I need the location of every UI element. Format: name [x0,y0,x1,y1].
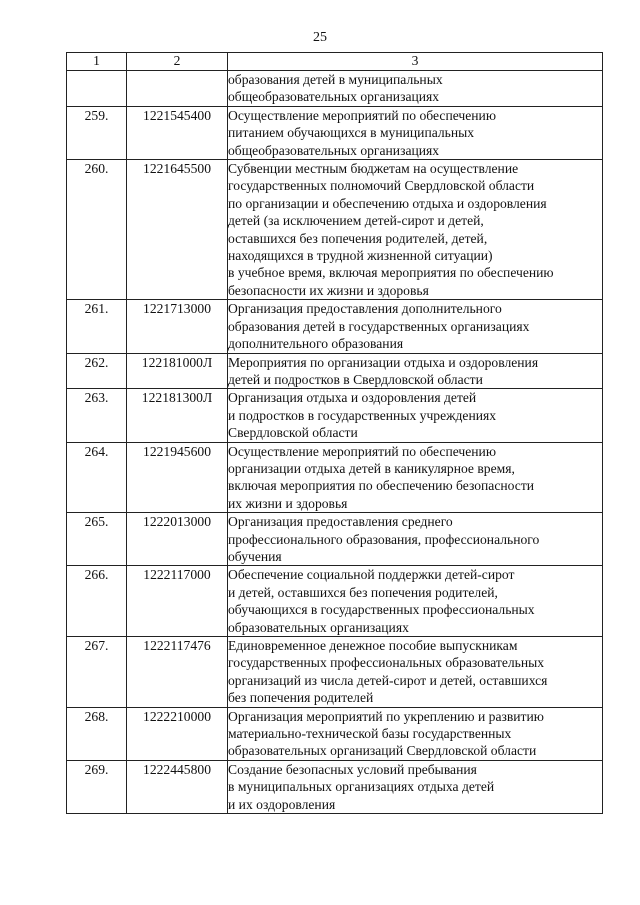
classification-code: 1221545400 [127,106,228,159]
description-line: и детей, оставшихся без попечения родителей, [228,584,498,600]
table-row [67,71,603,107]
table-row [67,566,603,637]
description-line: Организация предоставления дополнительного [228,301,502,317]
classification-code: 1221645500 [127,160,228,300]
expense-description [228,637,603,708]
description-line: Осуществление мероприятий по обеспечению [228,443,496,459]
table-row [67,760,603,813]
classification-code [127,71,228,107]
expense-description [228,300,603,353]
table-row [67,300,603,353]
table-row [67,160,603,300]
description-line: и подростков в государственных учреждениях [228,407,497,423]
row-number: 260. [67,160,127,300]
budget-classification-table [66,52,603,814]
expense-description [228,71,603,107]
description-line: образовательных организаций Свердловской области [228,743,537,759]
row-number: 263. [67,389,127,442]
description-line: без попечения родителей [228,690,374,706]
description-line: образовательных организациях [228,619,409,635]
column-header-code: 2 [127,53,228,71]
description-line: по организации и обеспечению отдыха и оздоровления [228,195,547,211]
classification-code: 1222210000 [127,707,228,760]
description-line: и их оздоровления [228,796,336,812]
description-line: оставшихся без попечения родителей, детей, [228,230,488,246]
description-line: их жизни и здоровья [228,495,348,511]
description-line: государственных полномочий Свердловской области [228,178,535,194]
table-row [67,353,603,389]
description-line: детей (за исключением детей-сирот и детей, [228,213,484,229]
classification-code: 122181000Л [127,353,228,389]
row-number: 266. [67,566,127,637]
description-line: профессионального образования, профессионального [228,531,540,547]
table-header-row [67,53,603,71]
description-line: Субвенции местным бюджетам на осуществление [228,161,519,177]
description-line: Осуществление мероприятий по обеспечению [228,107,496,123]
table-body [67,71,603,814]
classification-code: 1222117476 [127,637,228,708]
description-line: Организация отдыха и оздоровления детей [228,390,477,406]
expense-description [228,707,603,760]
row-number: 259. [67,106,127,159]
classification-code: 1221713000 [127,300,228,353]
description-line: организаций из числа детей-сирот и детей, оставшихся [228,672,548,688]
column-header-number: 1 [67,53,127,71]
classification-code: 1222117000 [127,566,228,637]
expense-description [228,389,603,442]
table-row [67,637,603,708]
row-number: 264. [67,442,127,513]
row-number: 268. [67,707,127,760]
description-line: Создание безопасных условий пребывания [228,761,477,777]
expense-description [228,513,603,566]
description-line: детей и подростков в Свердловской области [228,371,483,387]
description-line: включая мероприятия по обеспечению безопасности [228,478,535,494]
classification-code: 1221945600 [127,442,228,513]
row-number [67,71,127,107]
table-row [67,106,603,159]
row-number: 261. [67,300,127,353]
table-row [67,389,603,442]
description-line: общеобразовательных организациях [228,89,440,105]
classification-code: 122181300Л [127,389,228,442]
page-number: 25 [313,30,327,45]
description-line: обучающихся в государственных профессиональных [228,602,535,618]
classification-code: 1222445800 [127,760,228,813]
description-line: общеобразовательных организациях [228,142,440,158]
expense-description [228,353,603,389]
description-line: образования детей в государственных организациях [228,318,530,334]
description-line: организации отдыха детей в каникулярное время, [228,460,515,476]
row-number: 267. [67,637,127,708]
description-line: обучения [228,548,282,564]
description-line: безопасности их жизни и здоровья [228,282,429,298]
description-line: питанием обучающихся в муниципальных [228,125,475,141]
expense-description [228,566,603,637]
column-header-description: 3 [228,53,603,71]
table-row [67,513,603,566]
description-line: материально-технической базы государственных [228,726,512,742]
description-line: Единовременное денежное пособие выпускникам [228,638,518,653]
expense-description [228,106,603,159]
description-line: дополнительного образования [228,336,404,352]
description-line: Мероприятия по организации отдыха и оздоровления [228,354,539,370]
expense-description [228,760,603,813]
classification-code: 1222013000 [127,513,228,566]
description-line: образования детей в муниципальных [228,72,443,87]
expense-description [228,160,603,300]
table-row [67,707,603,760]
description-line: находящихся в трудной жизненной ситуации) [228,248,493,264]
description-line: в муниципальных организациях отдыха детей [228,779,495,795]
description-line: Свердловской области [228,425,358,441]
row-number: 265. [67,513,127,566]
row-number: 262. [67,353,127,389]
description-line: государственных профессиональных образовательных [228,655,545,671]
description-line: в учебное время, включая мероприятия по обеспечению [228,265,554,281]
expense-description [228,442,603,513]
row-number: 269. [67,760,127,813]
description-line: Организация предоставления среднего [228,514,453,530]
description-line: Обеспечение социальной поддержки детей-сирот [228,567,515,583]
description-line: Организация мероприятий по укреплению и развитию [228,708,544,724]
table-row [67,442,603,513]
